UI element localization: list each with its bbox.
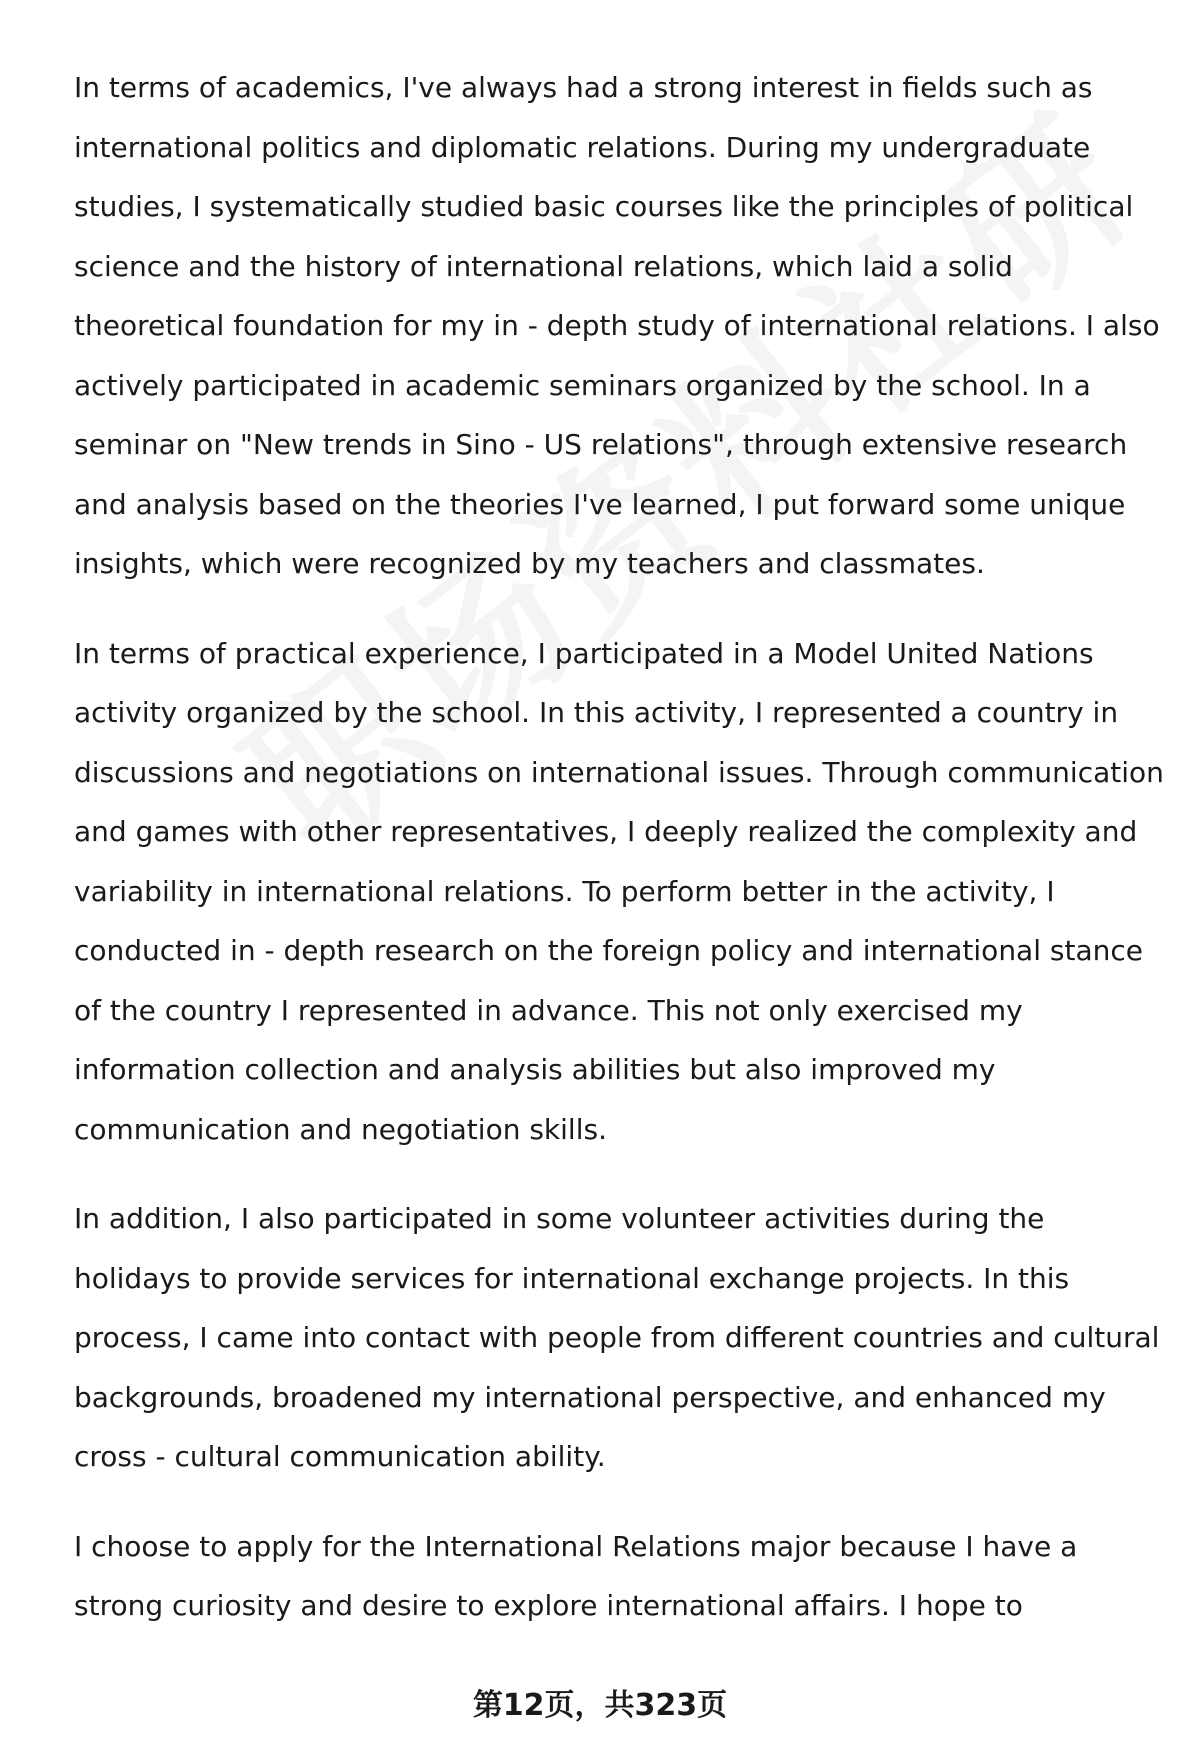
paragraph-academics: In terms of academics, I've always had a strong interest in fields such as international politics and diplomatic relations. During my undergraduate studies, I systematically studied basic courses like the principles of political science and the history of international relations, which laid a solid theoretical foundation for my in - depth study of international relations. I also actively participated in academic seminars organized by the school. In a seminar on "New trends in Sino - US relations", through extensive research and analysis based on the theories I've learned, I put forward some unique insights, which were recognized by my teachers and classmates.	[74, 71, 1160, 580]
paragraph-volunteer: In addition, I also participated in some volunteer activities during the holidays to provide services for international exchange projects. In this process, I came into contact with people from different countries and cultural backgrounds, broadened my international perspective, and enhanced my cross - cultural communication ability.	[74, 1202, 1160, 1473]
paragraph-motivation: I choose to apply for the International Relations major because I have a strong curiosity and desire to explore international affairs. I hope to	[74, 1529, 1078, 1622]
document-body	[74, 58, 1164, 1666]
paragraph-practical-experience: In terms of practical experience, I participated in a Model United Nations activity organized by the school. In this activity, I represented a country in discussions and negotiations on international issues. Through communication and games with other representatives, I deeply realized the complexity and variability in international relations. To perform better in the activity, I conducted in - depth research on the foreign policy and international stance of the country I represented in advance. This not only exercised my information collection and analysis abilities but also improved my communication and negotiation skills.	[74, 636, 1164, 1146]
page-number: 第12页，共323页	[472, 1688, 728, 1723]
